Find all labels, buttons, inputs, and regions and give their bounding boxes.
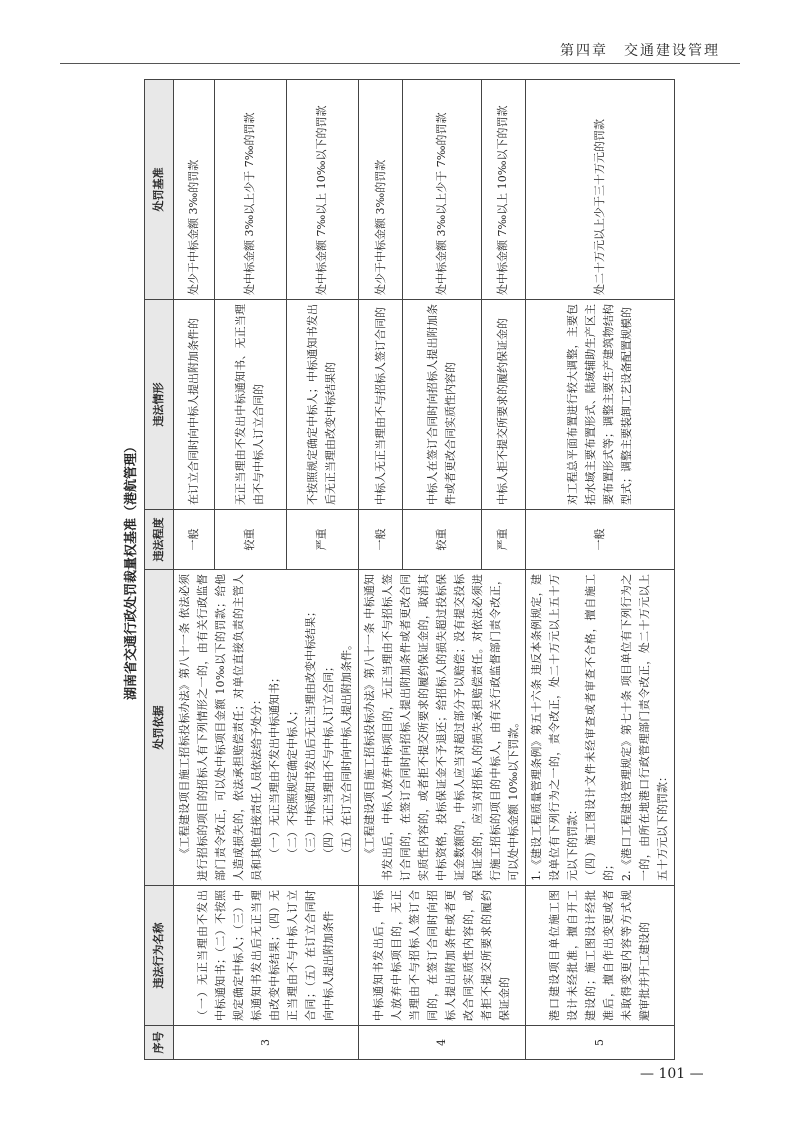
penalty-basis	[359, 570, 526, 886]
row-no: 4	[359, 1026, 526, 1060]
table-title: 湖南省交通行政处罚裁量权基准（港航管理）	[124, 440, 139, 701]
violation-degree: 一般	[174, 510, 215, 570]
table-header-row	[145, 80, 174, 1060]
violation-situation: 中标人无正当理由不与招标人签订合同的	[359, 300, 403, 510]
penalty-basis	[526, 570, 675, 886]
row-no: 3	[174, 1026, 359, 1060]
violation-name: 港口建设项目单位施工图设计未经批准，擅自开工建设的；施工图设计经批准后，擅自作出变更或者未取得变更内容等方式规避审批并开工建设的	[526, 886, 675, 1026]
page-number: — 101 —	[640, 1066, 704, 1082]
table-row	[359, 80, 403, 1060]
penalty-standard: 处中标金额 7‰以上 10‰以下的罚款	[481, 80, 525, 300]
violation-degree: 一般	[359, 510, 403, 570]
col-header-penalty: 处罚基准	[145, 80, 174, 300]
violation-name: 中标通知书发出后，中标人放弃中标项目的，无正当理由不与招标人签订合同的，在签订合同时向招标人提出附加条件或者更改合同实质性内容的，或者拒不提交所要求的履约保证金的	[359, 886, 526, 1026]
header-rule	[60, 63, 740, 64]
basis-line: （四）施工图设计文件未经审查或者审查不合格，擅自施工的；	[584, 574, 615, 881]
col-header-name: 违法行为名称	[145, 886, 174, 1026]
chapter-header: 第四章 交通建设管理	[560, 43, 720, 59]
penalty-basis	[174, 570, 359, 886]
penalty-standard: 处二十万元以上少于三十万元的罚款	[526, 80, 675, 300]
violation-degree: 较重	[214, 510, 286, 570]
col-header-situation: 违法情形	[145, 300, 174, 510]
basis-line: 《工程建设项目施工招标投标办法》第八十一条 中标通知书发出后，中标人放弃中标项目的，无正当理由不与招标人签订合同的，在签订合同时向招标人提出附加条件或者更改合同实质性内容的，或者拒不提交所要求的履约保证金的，取消其中标资格，投标保证金不予退还；给招标人的损失超过投标保证金数额的，中标人应当对超过部分予以赔偿；没有提交投标保证金的，应当对招标人的损失承担赔偿责任。对依法必须进行施工招标的项目的中标人，由有关行政监督部门责令改正，可以处中标金额 10‰以下罚款。	[363, 574, 520, 881]
violation-degree: 较重	[403, 510, 482, 570]
violation-degree: 严重	[286, 510, 358, 570]
basis-line: 1.《建设工程质量管理条例》第五十六条 违反本条例规定，建设单位有下列行为之一的，责令改正，处二十万元以上五十万元以下的罚款：	[530, 574, 579, 881]
row-no: 5	[526, 1026, 675, 1060]
violation-situation: 中标人在签订合同时向招标人提出附加条件或者更改合同实质性内容的	[403, 300, 482, 510]
violation-name: （一）无正当理由不发出中标通知书；（二）不按照规定确定中标人；（三）中标通知书发出后无正当理由改变中标结果；（四）无正当理由不与中标人订立合同；（五）在订立合同时向中标人提出附加条件	[174, 886, 359, 1026]
basis-line: （一）无正当理由不发出中标通知书；	[268, 672, 281, 859]
penalty-standard: 处中标金额 3‰以上少于 7‰的罚款	[403, 80, 482, 300]
basis-line: 2.《港口工程建设管理规定》第七十条 项目单位有下列行为之一的，由所在地港口行政管理部门责令改正，处二十万元以上五十万元以下的罚款：	[620, 574, 669, 881]
violation-situation: 不按照规定确定中标人；中标通知书发出后无正当理由改变中标结果的	[286, 300, 358, 510]
penalty-standard: 处少于中标金额 3‰的罚款	[359, 80, 403, 300]
violation-situation: 在订立合同时向中标人提出附加条件的	[174, 300, 215, 510]
rotated-table-wrapper	[120, 80, 740, 1060]
violation-situation: 对工程总平面布置进行较大调整，主要包括水域主要布置形式、陆域辅助生产区主要布置形式等；调整主要生产建筑物结构型式；调整主要装卸工艺设备配置规模的	[526, 300, 675, 510]
col-header-no: 序号	[145, 1026, 174, 1060]
basis-line: （四）无正当理由不与中标人订立合同；	[322, 661, 335, 859]
basis-line: （三）中标通知书发出后无正当理由改变中标结果；	[304, 606, 317, 859]
col-header-basis: 处罚依据	[145, 570, 174, 886]
basis-line: （二）不按照规定确定中标人；	[286, 705, 299, 859]
basis-line: （五）在订立合同时向中标人提出附加条件。	[340, 639, 353, 859]
basis-line: 《工程建设项目施工招标投标办法》第八十一条 依法必须进行招标的项目的招标人有下列情形之一的，由有关行政监督部门责令改正，可以处中标项目金额 10‰以下的罚款；给他人造成损失的，依法承担赔偿责任；对单位直接负责的主管人员和其他直接责任人员依法给予处分：	[178, 574, 263, 881]
penalty-table	[144, 79, 675, 1060]
violation-situation: 中标人拒不提交所要求的履约保证金的	[481, 300, 525, 510]
table-row	[174, 80, 215, 1060]
violation-degree: 严重	[481, 510, 525, 570]
violation-situation: 无正当理由不发出中标通知书、无正当理由不与中标人订立合同的	[214, 300, 286, 510]
col-header-degree: 违法程度	[145, 510, 174, 570]
penalty-standard: 处少于中标金额 3‰的罚款	[174, 80, 215, 300]
penalty-standard: 处中标金额 3‰以上少于 7‰的罚款	[214, 80, 286, 300]
table-row	[526, 80, 675, 1060]
penalty-standard: 处中标金额 7‰以上 10‰以下的罚款	[286, 80, 358, 300]
violation-degree: 一般	[526, 510, 675, 570]
